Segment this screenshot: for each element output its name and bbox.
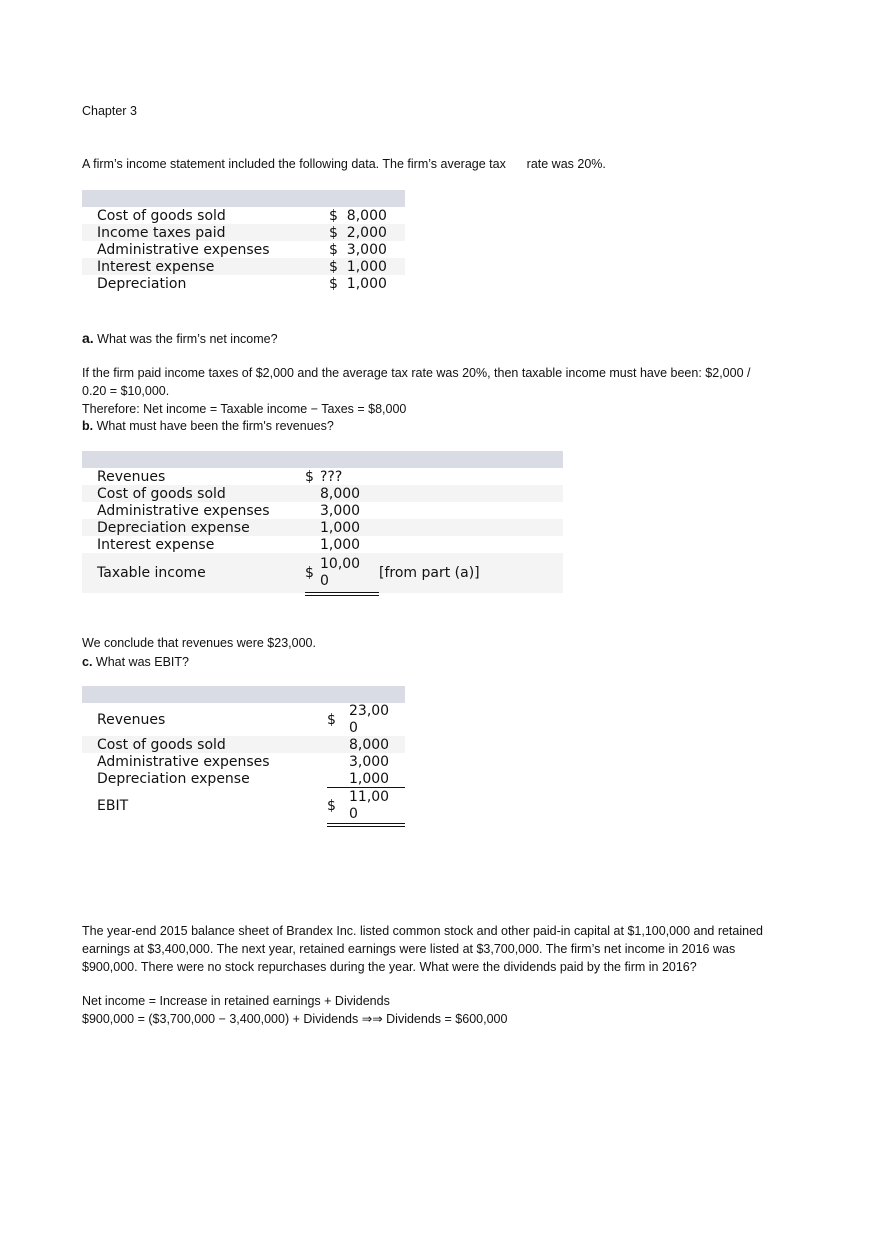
part-a-answer-line2: 0.20 = $10,000. bbox=[82, 384, 170, 398]
row-label: Administrative expenses bbox=[97, 502, 270, 519]
table-row bbox=[82, 536, 563, 553]
row-label: Revenues bbox=[97, 468, 166, 485]
row-value: 3,000 bbox=[320, 502, 361, 519]
table-row bbox=[82, 224, 405, 241]
table-row bbox=[82, 703, 405, 736]
table-row bbox=[82, 258, 405, 275]
part-b-marker: b. bbox=[82, 419, 94, 433]
row-value: $ 8,000 bbox=[329, 207, 387, 224]
row-label: Interest expense bbox=[97, 536, 215, 553]
part-c-question bbox=[82, 653, 189, 671]
row-label: Revenues bbox=[97, 711, 166, 728]
row-label: Cost of goods sold bbox=[97, 485, 226, 502]
row-value: 8,000 bbox=[349, 736, 390, 753]
row-label: Administrative expenses bbox=[97, 753, 270, 770]
table-row bbox=[82, 736, 405, 753]
row-value: 8,000 bbox=[320, 485, 361, 502]
row-value: 1,000 bbox=[320, 519, 361, 536]
row-value bbox=[320, 556, 360, 590]
table-header-band bbox=[82, 190, 405, 207]
part-c-question-text: What was EBIT? bbox=[92, 655, 189, 669]
chapter-title: Chapter 3 bbox=[82, 104, 137, 118]
total-double-underline bbox=[327, 823, 405, 827]
row-value: 1,000 bbox=[320, 536, 361, 553]
row-value: ??? bbox=[320, 468, 343, 485]
row-value: 1,000 bbox=[349, 770, 390, 787]
problem2-answer2: $900,000 = ($3,700,000 − 3,400,000) + Dividends ⇒⇒ Dividends = $600,000 bbox=[82, 1012, 508, 1026]
row-value: $ 2,000 bbox=[329, 224, 387, 241]
row-label: Depreciation bbox=[97, 275, 187, 292]
row-value bbox=[349, 703, 389, 736]
row-currency: $ bbox=[327, 798, 336, 814]
row-currency: $ bbox=[305, 468, 314, 485]
table-header-band bbox=[82, 451, 563, 468]
row-value: $ 1,000 bbox=[329, 258, 387, 275]
total-row bbox=[82, 553, 563, 593]
table-row bbox=[82, 241, 405, 258]
table-row bbox=[82, 519, 563, 536]
table-row bbox=[82, 275, 405, 292]
problem2-line2: earnings at $3,400,000. The next year, retained earnings were listed at $3,700,000. The firm’s net income in 2016 was bbox=[82, 942, 736, 956]
row-value: $ 1,000 bbox=[329, 275, 387, 292]
row-label: EBIT bbox=[97, 798, 129, 814]
part-a-answer-line1: If the firm paid income taxes of $2,000 and the average tax rate was 20%, then taxable income must have been: $2,000 / bbox=[82, 366, 751, 380]
part-c-marker: c. bbox=[82, 655, 93, 669]
table-row bbox=[82, 770, 405, 787]
value-line2: 0 bbox=[320, 573, 329, 589]
part-b-question-text: What must have been the firm's revenues? bbox=[93, 419, 334, 433]
part-b-conclusion: We conclude that revenues were $23,000. bbox=[82, 636, 316, 650]
value-line1: 11,00 bbox=[349, 789, 390, 805]
row-currency: $ bbox=[305, 565, 314, 581]
part-b-question bbox=[82, 417, 334, 435]
row-currency: $ bbox=[327, 711, 336, 728]
table-row bbox=[82, 485, 563, 502]
row-label: Income taxes paid bbox=[97, 224, 226, 241]
table-row bbox=[82, 468, 563, 485]
problem2-line1: The year-end 2015 balance sheet of Brandex Inc. listed common stock and other paid-in capital at $1,100,000 and retained bbox=[82, 924, 763, 938]
part-a-question-text: What was the firm’s net income? bbox=[93, 332, 278, 346]
revenues-table bbox=[82, 451, 563, 593]
part-a-marker: a. bbox=[82, 330, 94, 346]
row-value: 3,000 bbox=[349, 753, 390, 770]
value-line2: 0 bbox=[349, 806, 358, 822]
problem2-answer1: Net income = Increase in retained earnings + Dividends bbox=[82, 994, 390, 1008]
value-line1: 10,00 bbox=[320, 556, 361, 572]
income-data-table bbox=[82, 190, 405, 292]
total-row bbox=[82, 787, 405, 825]
row-label: Interest expense bbox=[97, 258, 215, 275]
row-label: Depreciation expense bbox=[97, 770, 250, 787]
value-line2: 0 bbox=[349, 719, 358, 736]
table-row bbox=[82, 502, 563, 519]
row-label: Administrative expenses bbox=[97, 241, 270, 258]
row-label: Cost of goods sold bbox=[97, 736, 226, 753]
part-a-question bbox=[82, 329, 278, 348]
problem2-line3: $900,000. There were no stock repurchases during the year. What were the dividends paid by the firm in 2016? bbox=[82, 960, 697, 974]
ebit-table bbox=[82, 686, 405, 825]
row-value: $ 3,000 bbox=[329, 241, 387, 258]
row-label: Cost of goods sold bbox=[97, 207, 226, 224]
intro-text: A firm’s income statement included the following data. The firm’s average tax rate was 20%. bbox=[82, 157, 606, 171]
table-header-band bbox=[82, 686, 405, 703]
value-line1: 23,00 bbox=[349, 703, 390, 719]
part-a-answer-line3: Therefore: Net income = Taxable income − Taxes = $8,000 bbox=[82, 402, 407, 416]
table-row bbox=[82, 207, 405, 224]
row-label: Taxable income bbox=[97, 565, 206, 581]
table-row bbox=[82, 753, 405, 770]
total-double-underline bbox=[305, 592, 379, 596]
row-label: Depreciation expense bbox=[97, 519, 250, 536]
row-note: [from part (a)] bbox=[379, 565, 480, 581]
row-value bbox=[349, 789, 389, 823]
